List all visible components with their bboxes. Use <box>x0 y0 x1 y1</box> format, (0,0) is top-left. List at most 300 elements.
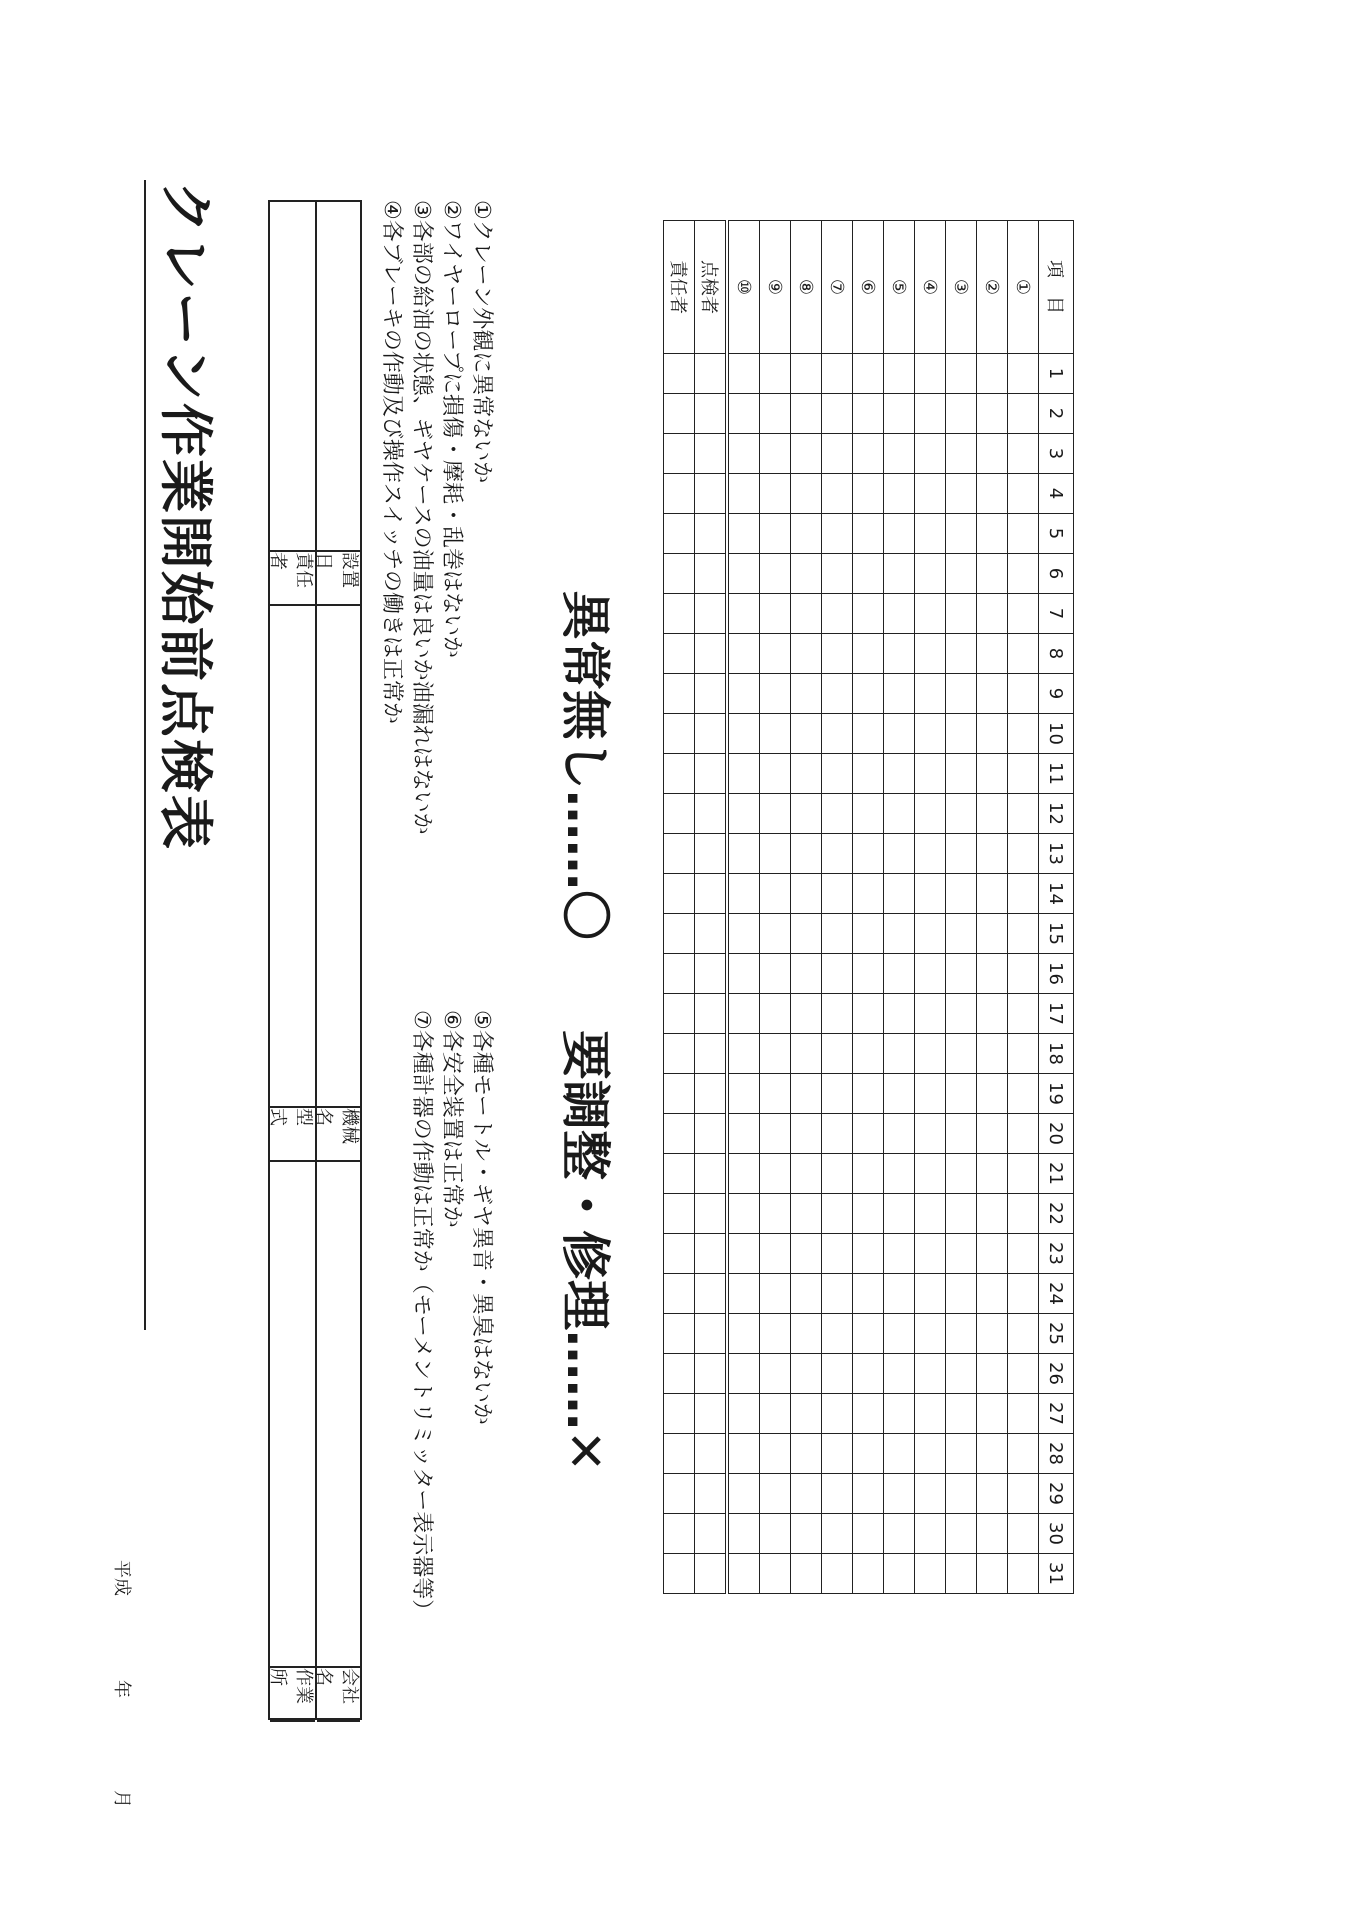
check-cell[interactable] <box>884 1514 915 1554</box>
check-cell[interactable] <box>946 354 977 394</box>
model-field[interactable] <box>270 606 315 1106</box>
check-cell[interactable] <box>822 1434 853 1474</box>
check-cell[interactable] <box>946 1514 977 1554</box>
check-cell[interactable] <box>822 514 853 554</box>
check-cell[interactable] <box>822 1394 853 1434</box>
check-cell[interactable] <box>727 594 760 634</box>
check-cell[interactable] <box>977 514 1008 554</box>
check-cell[interactable] <box>664 1034 695 1074</box>
check-cell[interactable] <box>822 874 853 914</box>
check-cell[interactable] <box>1008 1514 1039 1554</box>
check-cell[interactable] <box>853 1554 884 1594</box>
check-cell[interactable] <box>664 994 695 1034</box>
check-cell[interactable] <box>695 474 728 514</box>
check-cell[interactable] <box>977 1514 1008 1554</box>
check-cell[interactable] <box>791 434 822 474</box>
check-cell[interactable] <box>1008 354 1039 394</box>
check-cell[interactable] <box>915 1354 946 1394</box>
check-cell[interactable] <box>791 634 822 674</box>
check-cell[interactable] <box>664 1114 695 1154</box>
check-cell[interactable] <box>695 1074 728 1114</box>
check-cell[interactable] <box>695 1114 728 1154</box>
check-cell[interactable] <box>791 1154 822 1194</box>
check-cell[interactable] <box>695 674 728 714</box>
manager-field[interactable] <box>270 202 315 550</box>
company-field[interactable] <box>317 1162 360 1666</box>
check-cell[interactable] <box>884 354 915 394</box>
check-cell[interactable] <box>977 394 1008 434</box>
check-cell[interactable] <box>946 954 977 994</box>
check-cell[interactable] <box>853 474 884 514</box>
check-cell[interactable] <box>1008 1274 1039 1314</box>
check-cell[interactable] <box>946 674 977 714</box>
check-cell[interactable] <box>727 914 760 954</box>
check-cell[interactable] <box>727 474 760 514</box>
check-cell[interactable] <box>977 1114 1008 1154</box>
check-cell[interactable] <box>884 1234 915 1274</box>
check-cell[interactable] <box>695 1274 728 1314</box>
check-cell[interactable] <box>760 1394 791 1434</box>
check-cell[interactable] <box>853 874 884 914</box>
check-cell[interactable] <box>695 954 728 994</box>
check-cell[interactable] <box>915 1554 946 1594</box>
check-cell[interactable] <box>791 714 822 754</box>
check-cell[interactable] <box>791 514 822 554</box>
check-cell[interactable] <box>727 674 760 714</box>
check-cell[interactable] <box>760 554 791 594</box>
check-cell[interactable] <box>977 554 1008 594</box>
check-cell[interactable] <box>977 754 1008 794</box>
check-cell[interactable] <box>946 1274 977 1314</box>
check-cell[interactable] <box>853 394 884 434</box>
check-cell[interactable] <box>853 634 884 674</box>
check-cell[interactable] <box>884 1034 915 1074</box>
check-cell[interactable] <box>946 594 977 634</box>
check-cell[interactable] <box>727 1394 760 1434</box>
check-cell[interactable] <box>822 1194 853 1234</box>
check-cell[interactable] <box>664 1394 695 1434</box>
check-cell[interactable] <box>727 1154 760 1194</box>
check-cell[interactable] <box>664 834 695 874</box>
check-cell[interactable] <box>884 914 915 954</box>
check-cell[interactable] <box>760 954 791 994</box>
check-cell[interactable] <box>977 834 1008 874</box>
check-cell[interactable] <box>664 674 695 714</box>
check-cell[interactable] <box>884 1354 915 1394</box>
check-cell[interactable] <box>822 1274 853 1314</box>
check-cell[interactable] <box>791 474 822 514</box>
check-cell[interactable] <box>791 1314 822 1354</box>
check-cell[interactable] <box>822 1354 853 1394</box>
check-cell[interactable] <box>760 354 791 394</box>
check-cell[interactable] <box>1008 1154 1039 1194</box>
check-cell[interactable] <box>791 1474 822 1514</box>
check-cell[interactable] <box>695 1034 728 1074</box>
check-cell[interactable] <box>884 714 915 754</box>
check-cell[interactable] <box>664 1314 695 1354</box>
check-cell[interactable] <box>664 914 695 954</box>
check-cell[interactable] <box>760 1354 791 1394</box>
check-cell[interactable] <box>1008 1194 1039 1234</box>
check-cell[interactable] <box>884 1274 915 1314</box>
check-cell[interactable] <box>760 834 791 874</box>
check-cell[interactable] <box>915 1514 946 1554</box>
check-cell[interactable] <box>853 1234 884 1274</box>
check-cell[interactable] <box>760 594 791 634</box>
check-cell[interactable] <box>791 794 822 834</box>
check-cell[interactable] <box>884 994 915 1034</box>
check-cell[interactable] <box>727 1074 760 1114</box>
check-cell[interactable] <box>853 1034 884 1074</box>
check-cell[interactable] <box>853 514 884 554</box>
check-cell[interactable] <box>760 394 791 434</box>
check-cell[interactable] <box>822 954 853 994</box>
check-cell[interactable] <box>946 1194 977 1234</box>
check-cell[interactable] <box>664 1474 695 1514</box>
install-date-field[interactable] <box>317 202 360 550</box>
check-cell[interactable] <box>822 754 853 794</box>
check-cell[interactable] <box>853 554 884 594</box>
check-cell[interactable] <box>760 1234 791 1274</box>
check-cell[interactable] <box>727 794 760 834</box>
check-cell[interactable] <box>760 794 791 834</box>
check-cell[interactable] <box>791 674 822 714</box>
check-cell[interactable] <box>695 834 728 874</box>
check-cell[interactable] <box>1008 914 1039 954</box>
check-cell[interactable] <box>664 434 695 474</box>
check-cell[interactable] <box>695 434 728 474</box>
check-cell[interactable] <box>853 1314 884 1354</box>
check-cell[interactable] <box>915 1114 946 1154</box>
check-cell[interactable] <box>915 434 946 474</box>
check-cell[interactable] <box>915 754 946 794</box>
check-cell[interactable] <box>946 1074 977 1114</box>
check-cell[interactable] <box>915 1154 946 1194</box>
check-cell[interactable] <box>664 1514 695 1554</box>
check-cell[interactable] <box>822 834 853 874</box>
check-cell[interactable] <box>853 794 884 834</box>
check-cell[interactable] <box>1008 1394 1039 1434</box>
check-cell[interactable] <box>915 794 946 834</box>
check-cell[interactable] <box>946 794 977 834</box>
check-cell[interactable] <box>695 1554 728 1594</box>
check-cell[interactable] <box>695 1194 728 1234</box>
check-cell[interactable] <box>853 1274 884 1314</box>
check-cell[interactable] <box>695 1514 728 1554</box>
check-cell[interactable] <box>727 1274 760 1314</box>
check-cell[interactable] <box>884 874 915 914</box>
check-cell[interactable] <box>791 1194 822 1234</box>
check-cell[interactable] <box>664 874 695 914</box>
check-cell[interactable] <box>727 354 760 394</box>
check-cell[interactable] <box>915 634 946 674</box>
check-cell[interactable] <box>822 434 853 474</box>
check-cell[interactable] <box>884 1194 915 1234</box>
check-cell[interactable] <box>884 794 915 834</box>
check-cell[interactable] <box>977 354 1008 394</box>
check-cell[interactable] <box>915 994 946 1034</box>
check-cell[interactable] <box>822 1034 853 1074</box>
check-cell[interactable] <box>695 794 728 834</box>
check-cell[interactable] <box>664 1354 695 1394</box>
check-cell[interactable] <box>760 714 791 754</box>
check-cell[interactable] <box>853 674 884 714</box>
check-cell[interactable] <box>791 1034 822 1074</box>
check-cell[interactable] <box>977 634 1008 674</box>
check-cell[interactable] <box>822 794 853 834</box>
check-cell[interactable] <box>915 914 946 954</box>
check-cell[interactable] <box>727 994 760 1034</box>
check-cell[interactable] <box>946 1474 977 1514</box>
check-cell[interactable] <box>791 994 822 1034</box>
check-cell[interactable] <box>1008 394 1039 434</box>
check-cell[interactable] <box>727 1194 760 1234</box>
check-cell[interactable] <box>884 1434 915 1474</box>
check-cell[interactable] <box>853 1474 884 1514</box>
check-cell[interactable] <box>977 1394 1008 1434</box>
check-cell[interactable] <box>727 714 760 754</box>
check-cell[interactable] <box>727 554 760 594</box>
check-cell[interactable] <box>695 754 728 794</box>
check-cell[interactable] <box>884 1394 915 1434</box>
check-cell[interactable] <box>977 874 1008 914</box>
check-cell[interactable] <box>915 834 946 874</box>
check-cell[interactable] <box>977 1474 1008 1514</box>
check-cell[interactable] <box>760 514 791 554</box>
check-cell[interactable] <box>695 874 728 914</box>
check-cell[interactable] <box>760 634 791 674</box>
check-cell[interactable] <box>884 554 915 594</box>
check-cell[interactable] <box>1008 434 1039 474</box>
check-cell[interactable] <box>915 1474 946 1514</box>
check-cell[interactable] <box>1008 1314 1039 1354</box>
check-cell[interactable] <box>946 994 977 1034</box>
check-cell[interactable] <box>884 394 915 434</box>
check-cell[interactable] <box>822 994 853 1034</box>
check-cell[interactable] <box>760 474 791 514</box>
check-cell[interactable] <box>915 1434 946 1474</box>
check-cell[interactable] <box>853 1514 884 1554</box>
check-cell[interactable] <box>695 1154 728 1194</box>
check-cell[interactable] <box>727 1314 760 1354</box>
check-cell[interactable] <box>664 1074 695 1114</box>
check-cell[interactable] <box>695 1354 728 1394</box>
check-cell[interactable] <box>760 874 791 914</box>
check-cell[interactable] <box>822 914 853 954</box>
check-cell[interactable] <box>884 1314 915 1354</box>
check-cell[interactable] <box>946 874 977 914</box>
check-cell[interactable] <box>791 1074 822 1114</box>
check-cell[interactable] <box>853 714 884 754</box>
check-cell[interactable] <box>1008 474 1039 514</box>
check-cell[interactable] <box>664 554 695 594</box>
check-cell[interactable] <box>822 1474 853 1514</box>
check-cell[interactable] <box>664 594 695 634</box>
check-cell[interactable] <box>915 954 946 994</box>
check-cell[interactable] <box>853 914 884 954</box>
check-cell[interactable] <box>853 834 884 874</box>
check-cell[interactable] <box>791 1514 822 1554</box>
machine-name-field[interactable] <box>317 606 360 1106</box>
check-cell[interactable] <box>822 1314 853 1354</box>
check-cell[interactable] <box>915 594 946 634</box>
check-cell[interactable] <box>695 1434 728 1474</box>
check-cell[interactable] <box>664 1554 695 1594</box>
check-cell[interactable] <box>977 794 1008 834</box>
check-cell[interactable] <box>760 914 791 954</box>
check-cell[interactable] <box>977 914 1008 954</box>
check-cell[interactable] <box>664 714 695 754</box>
check-cell[interactable] <box>760 1434 791 1474</box>
check-cell[interactable] <box>1008 594 1039 634</box>
check-cell[interactable] <box>760 674 791 714</box>
check-cell[interactable] <box>822 674 853 714</box>
check-cell[interactable] <box>695 554 728 594</box>
check-cell[interactable] <box>822 474 853 514</box>
check-cell[interactable] <box>1008 1074 1039 1114</box>
check-cell[interactable] <box>822 1154 853 1194</box>
check-cell[interactable] <box>915 354 946 394</box>
check-cell[interactable] <box>727 1554 760 1594</box>
check-cell[interactable] <box>1008 1114 1039 1154</box>
check-cell[interactable] <box>977 1274 1008 1314</box>
check-cell[interactable] <box>822 1234 853 1274</box>
check-cell[interactable] <box>946 514 977 554</box>
check-cell[interactable] <box>822 594 853 634</box>
check-cell[interactable] <box>884 1074 915 1114</box>
check-cell[interactable] <box>915 554 946 594</box>
check-cell[interactable] <box>727 394 760 434</box>
check-cell[interactable] <box>664 1194 695 1234</box>
check-cell[interactable] <box>664 754 695 794</box>
check-cell[interactable] <box>1008 994 1039 1034</box>
check-cell[interactable] <box>727 1234 760 1274</box>
check-cell[interactable] <box>1008 1034 1039 1074</box>
check-cell[interactable] <box>853 1074 884 1114</box>
check-cell[interactable] <box>1008 834 1039 874</box>
check-cell[interactable] <box>727 1514 760 1554</box>
check-cell[interactable] <box>760 1474 791 1514</box>
check-cell[interactable] <box>760 434 791 474</box>
check-cell[interactable] <box>695 1394 728 1434</box>
check-cell[interactable] <box>884 1554 915 1594</box>
check-cell[interactable] <box>791 594 822 634</box>
check-cell[interactable] <box>915 1194 946 1234</box>
check-cell[interactable] <box>760 754 791 794</box>
check-cell[interactable] <box>727 754 760 794</box>
check-cell[interactable] <box>946 634 977 674</box>
check-cell[interactable] <box>1008 674 1039 714</box>
check-cell[interactable] <box>1008 634 1039 674</box>
check-cell[interactable] <box>791 834 822 874</box>
check-cell[interactable] <box>727 514 760 554</box>
check-cell[interactable] <box>695 594 728 634</box>
check-cell[interactable] <box>791 914 822 954</box>
check-cell[interactable] <box>1008 1474 1039 1514</box>
check-cell[interactable] <box>915 674 946 714</box>
check-cell[interactable] <box>946 434 977 474</box>
check-cell[interactable] <box>791 1114 822 1154</box>
check-cell[interactable] <box>884 1154 915 1194</box>
check-cell[interactable] <box>946 554 977 594</box>
check-cell[interactable] <box>977 1554 1008 1594</box>
check-cell[interactable] <box>664 634 695 674</box>
check-cell[interactable] <box>727 1354 760 1394</box>
check-cell[interactable] <box>822 554 853 594</box>
check-cell[interactable] <box>915 1234 946 1274</box>
check-cell[interactable] <box>977 1314 1008 1354</box>
check-cell[interactable] <box>946 914 977 954</box>
check-cell[interactable] <box>1008 1434 1039 1474</box>
check-cell[interactable] <box>695 1314 728 1354</box>
check-cell[interactable] <box>664 354 695 394</box>
check-cell[interactable] <box>946 754 977 794</box>
check-cell[interactable] <box>791 874 822 914</box>
check-cell[interactable] <box>760 1314 791 1354</box>
check-cell[interactable] <box>664 394 695 434</box>
check-cell[interactable] <box>946 1554 977 1594</box>
check-cell[interactable] <box>853 1394 884 1434</box>
check-cell[interactable] <box>664 1154 695 1194</box>
check-cell[interactable] <box>695 994 728 1034</box>
check-cell[interactable] <box>977 1074 1008 1114</box>
check-cell[interactable] <box>760 1154 791 1194</box>
check-cell[interactable] <box>946 1434 977 1474</box>
check-cell[interactable] <box>915 394 946 434</box>
check-cell[interactable] <box>853 434 884 474</box>
check-cell[interactable] <box>1008 714 1039 754</box>
check-cell[interactable] <box>853 1434 884 1474</box>
check-cell[interactable] <box>664 794 695 834</box>
check-cell[interactable] <box>853 1114 884 1154</box>
check-cell[interactable] <box>727 834 760 874</box>
check-cell[interactable] <box>884 834 915 874</box>
check-cell[interactable] <box>946 1114 977 1154</box>
check-cell[interactable] <box>695 714 728 754</box>
check-cell[interactable] <box>1008 554 1039 594</box>
check-cell[interactable] <box>791 754 822 794</box>
check-cell[interactable] <box>822 354 853 394</box>
check-cell[interactable] <box>977 1354 1008 1394</box>
check-cell[interactable] <box>727 874 760 914</box>
check-cell[interactable] <box>791 354 822 394</box>
check-cell[interactable] <box>727 1034 760 1074</box>
check-cell[interactable] <box>915 1274 946 1314</box>
check-cell[interactable] <box>977 434 1008 474</box>
check-cell[interactable] <box>1008 794 1039 834</box>
check-cell[interactable] <box>884 434 915 474</box>
check-cell[interactable] <box>884 594 915 634</box>
check-cell[interactable] <box>822 714 853 754</box>
check-cell[interactable] <box>727 1474 760 1514</box>
check-cell[interactable] <box>791 394 822 434</box>
check-cell[interactable] <box>853 754 884 794</box>
check-cell[interactable] <box>695 1474 728 1514</box>
check-cell[interactable] <box>664 474 695 514</box>
check-cell[interactable] <box>727 634 760 674</box>
check-cell[interactable] <box>977 1194 1008 1234</box>
check-cell[interactable] <box>884 634 915 674</box>
check-cell[interactable] <box>791 1554 822 1594</box>
check-cell[interactable] <box>760 1034 791 1074</box>
check-cell[interactable] <box>695 394 728 434</box>
check-cell[interactable] <box>946 1354 977 1394</box>
check-cell[interactable] <box>915 874 946 914</box>
check-cell[interactable] <box>1008 954 1039 994</box>
check-cell[interactable] <box>695 914 728 954</box>
check-cell[interactable] <box>977 474 1008 514</box>
check-cell[interactable] <box>946 474 977 514</box>
